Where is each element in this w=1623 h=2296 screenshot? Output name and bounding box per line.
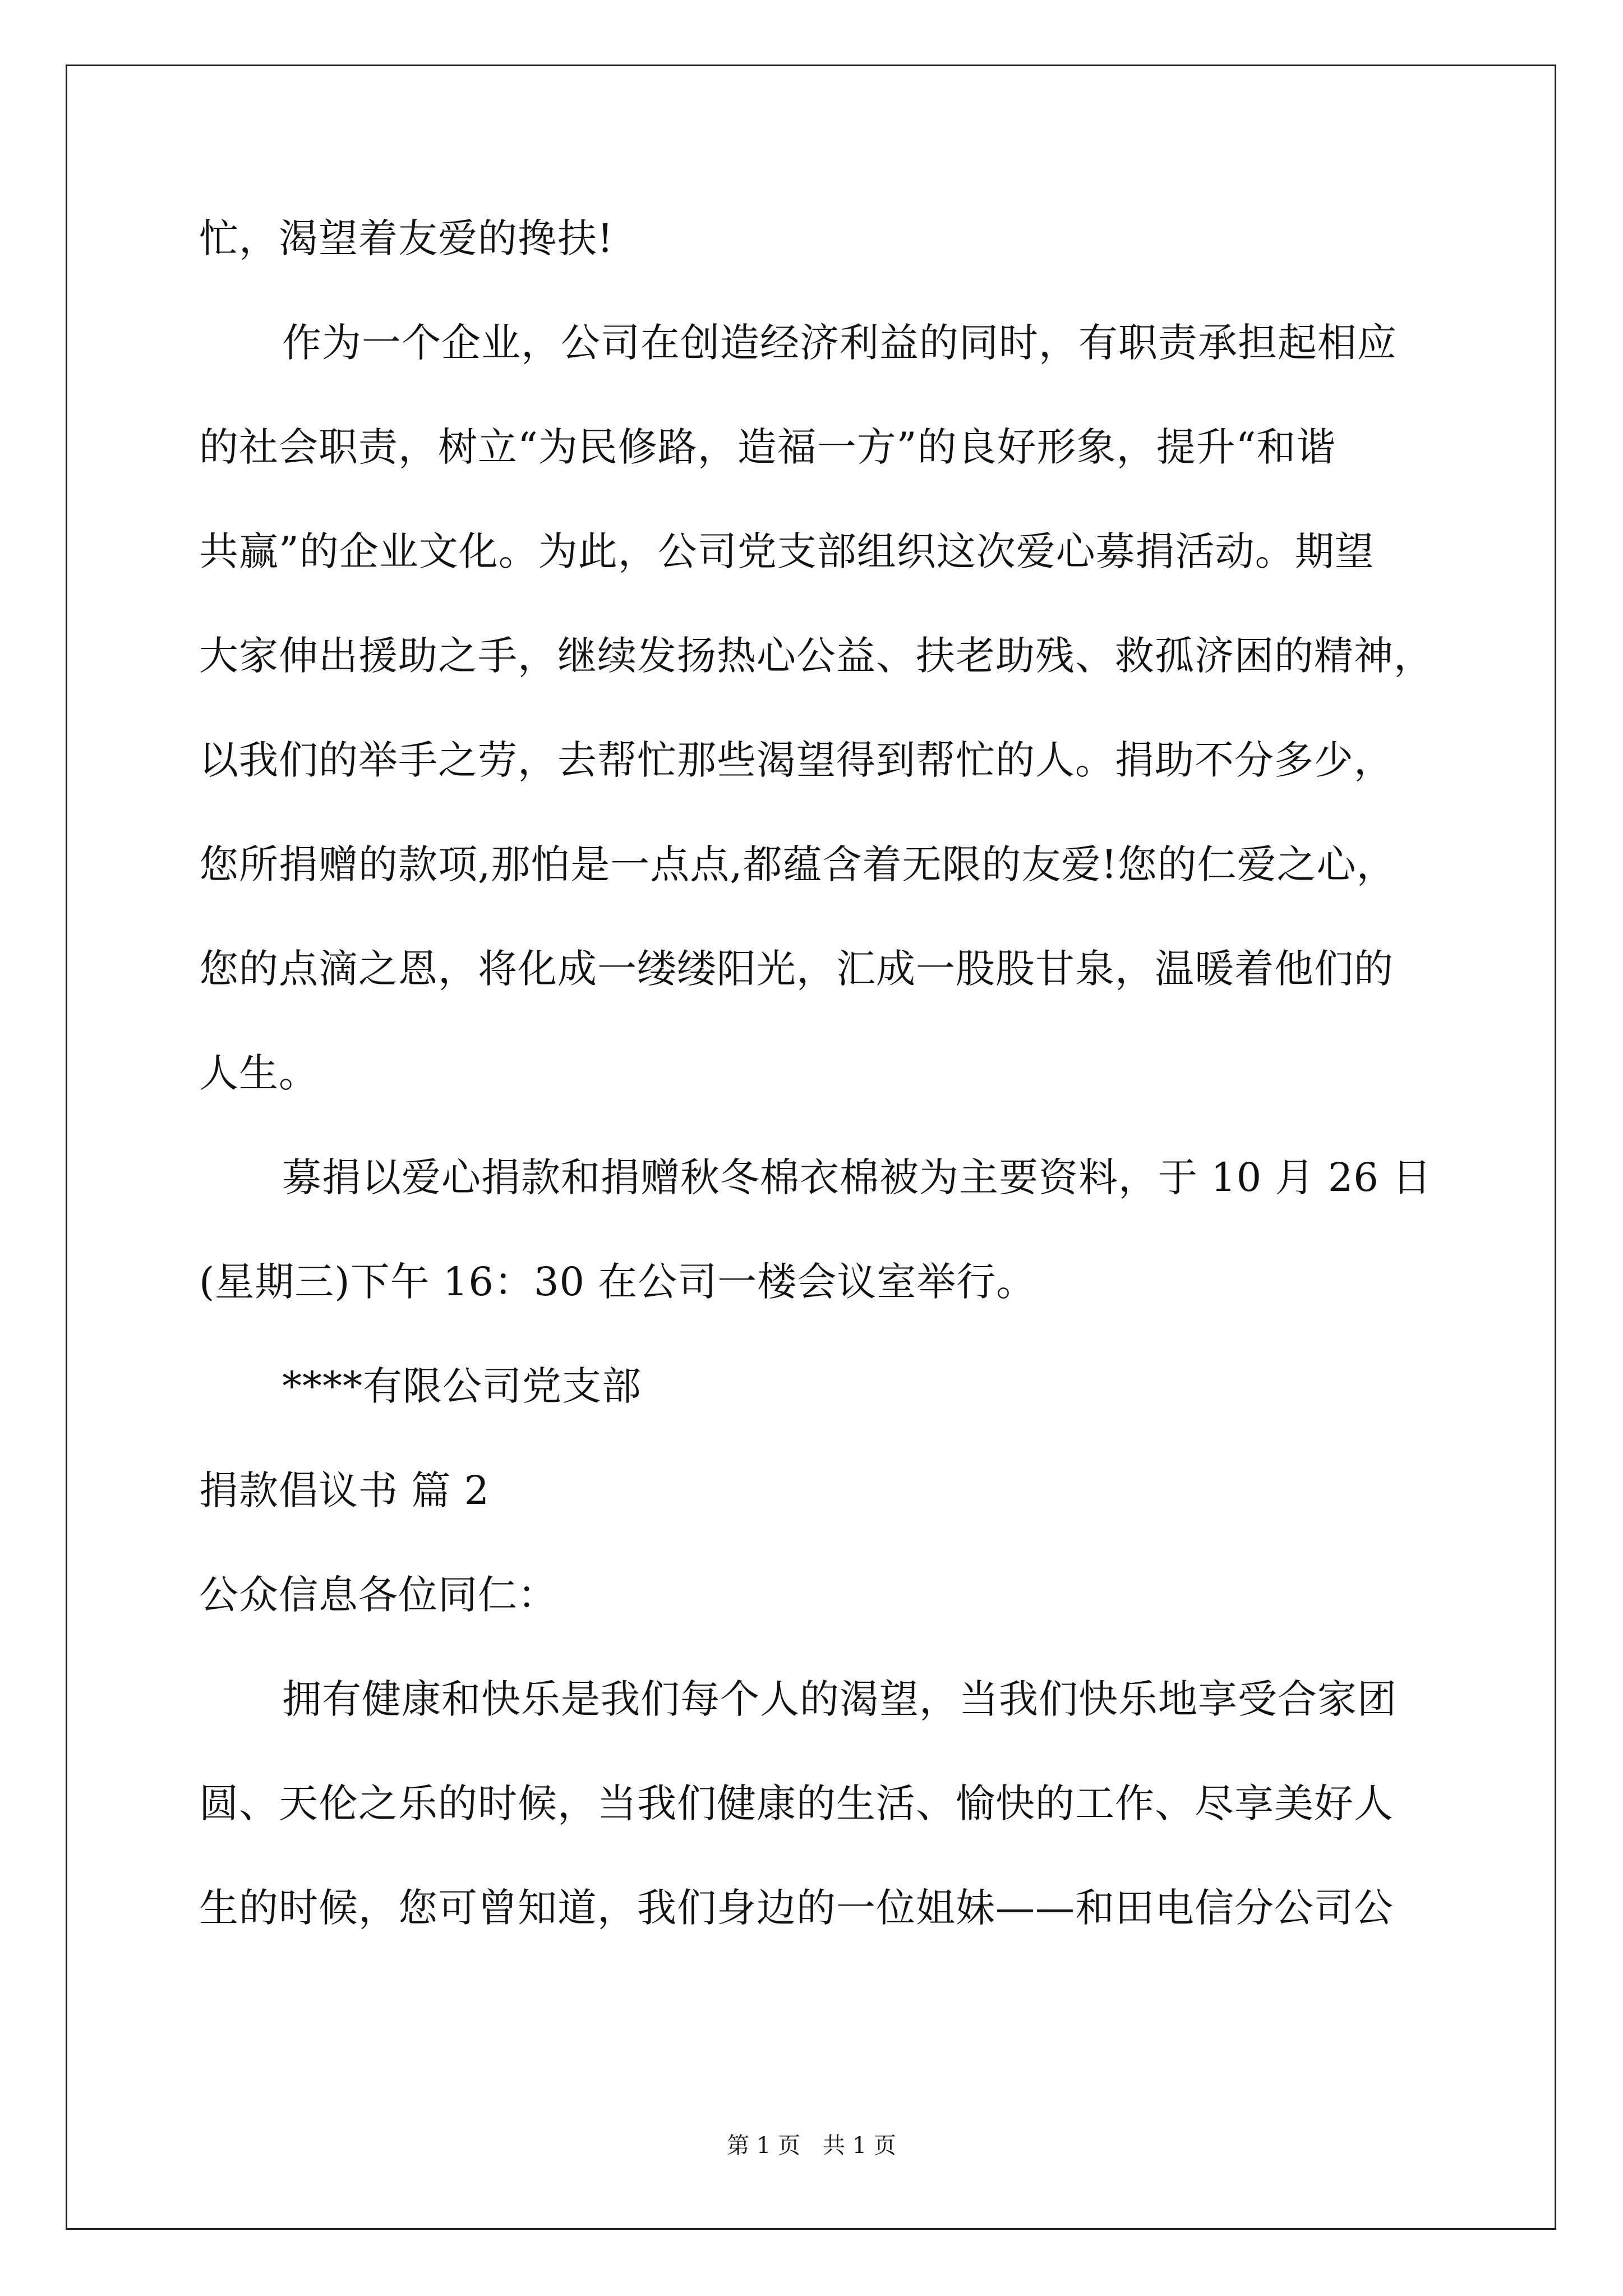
paragraph-line: 生的时候，您可曾知道，我们身边的一位姐妹——和田电信分公司公 [199, 1885, 1394, 1931]
paragraph-line: 作为一个企业，公司在创造经济利益的同时，有职责承担起相应 [282, 320, 1397, 366]
document-body [199, 186, 1455, 1960]
paragraph-line: (星期三)下午 16：30 在公司一楼会议室举行。 [199, 1259, 1036, 1305]
paragraph-line: 您所捐赠的款项,那怕是一点点,都蕴含着无限的友爱!您的仁爱之心， [199, 841, 1396, 887]
paragraph-line: 的社会职责，树立“为民修路，造福一方”的良好形象，提升“和谐 [199, 424, 1336, 470]
paragraph-line: 您的点滴之恩，将化成一缕缕阳光，汇成一股股甘泉，温暖着他们的 [199, 946, 1394, 992]
paragraph-line: 以我们的举手之劳，去帮忙那些渴望得到帮忙的人。捐助不分多少， [199, 737, 1394, 783]
paragraph-line: 人生。 [199, 1050, 319, 1096]
paragraph-line: 大家伸出援助之手，继续发扬热心公益、扶老助残、救孤济困的精神， [199, 633, 1433, 679]
section-heading: 捐款倡议书 篇 2 [199, 1467, 490, 1513]
salutation-line: 公众信息各位同仁： [199, 1572, 557, 1618]
page-number-footer: 第 1 页 共 1 页 [727, 2133, 896, 2159]
paragraph-line: 圆、天伦之乐的时候，当我们健康的生活、愉快的工作、尽享美好人 [199, 1780, 1394, 1826]
paragraph-line: 拥有健康和快乐是我们每个人的渴望，当我们快乐地享受合家团 [282, 1676, 1397, 1722]
signature-line: ****有限公司党支部 [282, 1363, 642, 1409]
paragraph-line: 共赢”的企业文化。为此，公司党支部组织这次爱心募捐活动。期望 [199, 528, 1375, 574]
text-line-continuation: 忙，渴望着友爱的搀扶! [199, 215, 614, 261]
paragraph-line: 募捐以爱心捐款和捐赠秋冬棉衣棉被为主要资料，于 10 月 26 日 [282, 1154, 1432, 1200]
